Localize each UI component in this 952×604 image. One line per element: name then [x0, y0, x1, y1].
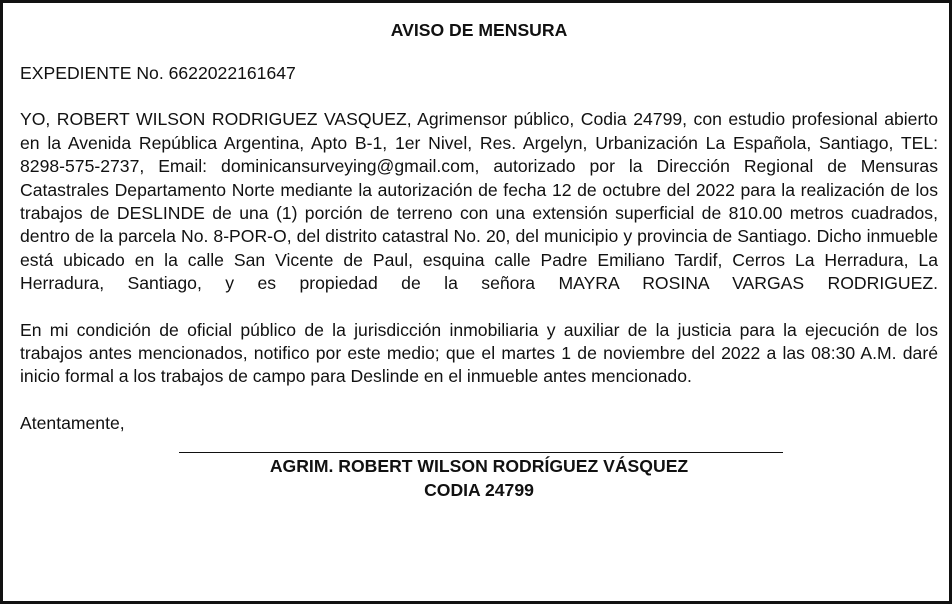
signature-line — [179, 452, 783, 453]
signer-codia: CODIA 24799 — [424, 479, 534, 500]
signer-name: AGRIM. ROBERT WILSON RODRÍGUEZ VÁSQUEZ — [269, 456, 689, 477]
notice-paragraph-2: En mi condición de oficial público de la jurisdicción inmobiliaria y auxiliar de la justicia para la ejecución de los trabajos antes mencionados, notifico por este medio; que el martes 1 de noviembre del 2022 a las 08:30 A.M. daré inicio formal a los trabajos de campo para Deslinde en el inmueble antes mencionado. — [20, 319, 938, 387]
notice-paragraph-1: YO, ROBERT WILSON RODRIGUEZ VASQUEZ, Agrimensor público, Codia 24799, con estudio profesional abierto en la Avenida República Argentina, Apto B-1, 1er Nivel, Res. Argelyn, Urbanización La Española, Santiago, TEL: 8298-575-2737, Email: dominicansurveying@gmail.com, autorizado por la Dirección Regional de Mensuras Catastrales Departamento Norte mediante la autorización de fecha 12 de octubre del 2022 para la realización de los trabajos de DESLINDE de una (1) porción de terreno con una extensión superficial de 810.00 metros cuadrados, dentro de la parcela No. 8-POR-O, del distrito catastral No. 20, del municipio y provincia de Santiago. Dicho inmueble está ubicado en la calle San Vicente de Paul, esquina calle Padre Emiliano Tardif, Cerros La Herradura, La Herradura, Santiago, y es propiedad de la señora MAYRA ROSINA VARGAS RODRIGUEZ. — [20, 109, 938, 294]
closing-salutation: Atentamente, — [20, 412, 125, 433]
expediente-number: EXPEDIENTE No. 6622022161647 — [20, 63, 296, 83]
notice-title: AVISO DE MENSURA — [390, 20, 568, 40]
